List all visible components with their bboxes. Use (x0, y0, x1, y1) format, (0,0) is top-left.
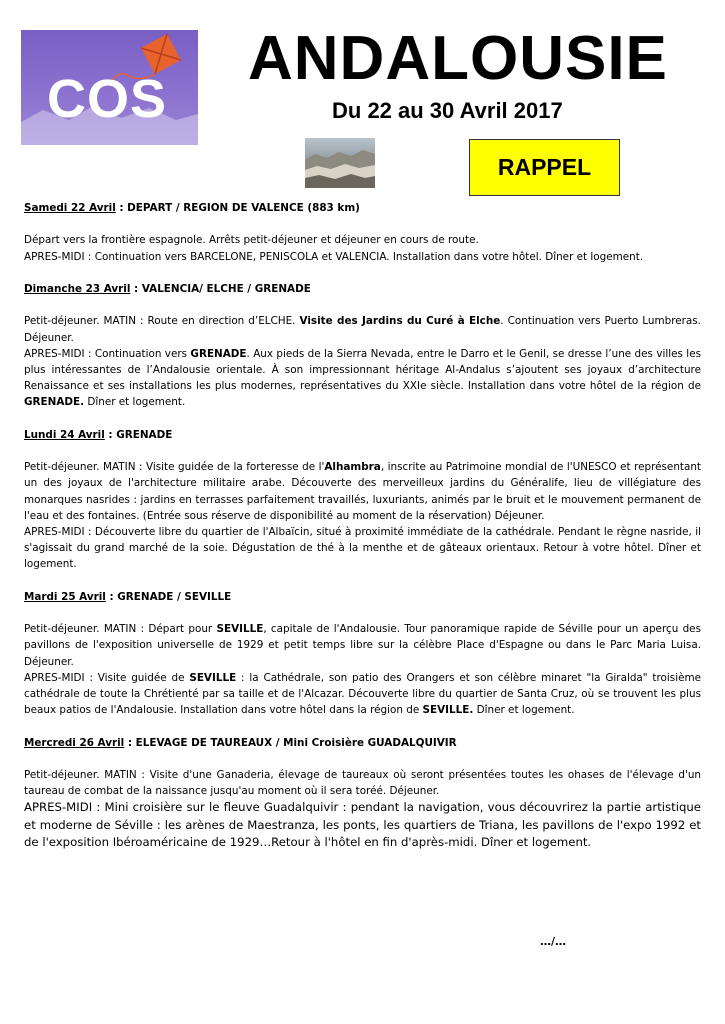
page-title: ANDALOUSIE (248, 24, 668, 93)
day-paragraph: APRES-MIDI : Continuation vers BARCELONE, PENISCOLA et VALENCIA. Installation dans votre hôtel. Dîner et logement. (24, 250, 644, 263)
day-heading: Mercredi 26 Avril : ELEVAGE DE TAUREAUX / Mini Croisière GUADALQUIVIR (24, 736, 457, 749)
day-heading: Samedi 22 Avril : DEPART / REGION DE VALENCE (883 km) (24, 202, 360, 214)
day-paragraph: Petit-déjeuner. MATIN : Départ pour SEVILLE, capitale de l'Andalousie. Tour panoramique rapide de Séville pour un aperçu des pavillons de l'exposition universelle de 1929 et petit temps libre sur la célèbre Place d'Espagne ou dans le Parc Maria Luisa. Déjeuner. (24, 623, 701, 668)
day-paragraph: Petit-déjeuner. MATIN : Route en direction d’ELCHE. Visite des Jardins du Curé à Elche. Continuation vers Puerto Lumbreras. Déjeuner. (24, 315, 701, 344)
day-paragraph: APRES-MIDI : Continuation vers GRENADE. Aux pieds de la Sierra Nevada, entre le Darro et le Genil, se dresse l’une des villes les plus intéressantes de l’Andalousie orientale. À son impressionnant héritage Al-Andalus s’ajoutent ses joyaux d’architecture Renaissance et ses installations les plus modernes, représentatives du XXIe siècle. Installation dans votre hôtel de la région de GRENADE. Dîner et logement. (24, 347, 702, 409)
day-paragraph: Petit-déjeuner. MATIN : Visite guidée de la forteresse de l'Alhambra, inscrite au Patrimoine mondial de l'UNESCO et représentant un des joyaux de l'architecture militaire arabe. Découverte des merveilleux jardins du Généralife, lieu de villégiature des monarques nasrides : jardins en terrasses parfaitement travaillés, luxuriants, animés par le bruit et le mouvement permanent de l'eau et des fontaines. (Entrée sous réserve de disponibilité au moment de la réservation) Déjeuner. (24, 461, 702, 522)
day-heading: Lundi 24 Avril : GRENADE (24, 428, 173, 441)
day-title: DEPART / REGION DE VALENCE (883 km) (127, 202, 360, 214)
day-heading: Dimanche 23 Avril : VALENCIA/ ELCHE / GRENADE (24, 282, 311, 295)
day-heading: Mardi 25 Avril : GRENADE / SEVILLE (24, 590, 232, 603)
day-date: Mercredi 26 Avril (24, 736, 125, 749)
day-title: VALENCIA/ ELCHE / GRENADE (141, 282, 311, 295)
cos-logo (21, 30, 198, 145)
day-date: Samedi 22 Avril (24, 202, 116, 214)
day-title: ELEVAGE DE TAUREAUX / Mini Croisière GUADALQUIVIR (135, 736, 457, 749)
itinerary (24, 200, 701, 852)
date-range: Du 22 au 30 Avril 2017 (332, 98, 563, 123)
granada-photo (305, 138, 375, 188)
logo-text: COS (47, 69, 168, 129)
day-title: GRENADE / SEVILLE (117, 590, 232, 603)
day-date: Mardi 25 Avril (24, 590, 106, 603)
day-date: Lundi 24 Avril (24, 428, 105, 441)
rappel-badge: RAPPEL (469, 139, 620, 196)
day-paragraph: APRES-MIDI : Découverte libre du quartier de l'Albaïcin, situé à proximité immédiate de la cathédrale. Pendant le règne nasride, il s'agissait du grand marché de la soie. Dégustation de thé à la menthe et de gâteaux orientaux. Retour à votre hôtel. Dîner et logement. (24, 525, 701, 571)
day-paragraph: APRES-MIDI : Mini croisière sur le fleuve Guadalquivir : pendant la navigation, vous découvrirez la partie artistique et moderne de Séville : les arènes de Maestranza, les ponts, les quartiers de Triana, les pavillons de l'expo 1992 et de l'exposition Ibéroaméricaine de 1929…Retour à l'hôtel en fin d'après-midi. Dîner et logement. (24, 800, 701, 850)
continuation-mark: …/… (540, 935, 567, 948)
day-paragraph: Petit-déjeuner. MATIN : Visite d'une Ganaderia, élevage de taureaux où seront présentées toutes les ohases de l'élevage d'un taureau de combat de la naissance jusqu'au moment où il sera toréé. Déjeuner. (24, 768, 701, 798)
day-paragraph: Départ vers la frontière espagnole. Arrêts petit-déjeuner et déjeuner en cours de route. (24, 234, 479, 247)
day-paragraph: APRES-MIDI : Visite guidée de SEVILLE : la Cathédrale, son patio des Orangers et son célèbre minaret "la Giralda" troisième cathédrale de toute la Chrétienté par sa taille et de l'Alcazar. Découverte libre du quartier de Santa Cruz, où se trouvent les plus beaux patios de l'Andalousie. Installation dans votre hôtel dans la région de SEVILLE. Dîner et logement. (24, 671, 702, 717)
day-title: GRENADE (116, 428, 173, 441)
day-date: Dimanche 23 Avril (24, 282, 131, 295)
